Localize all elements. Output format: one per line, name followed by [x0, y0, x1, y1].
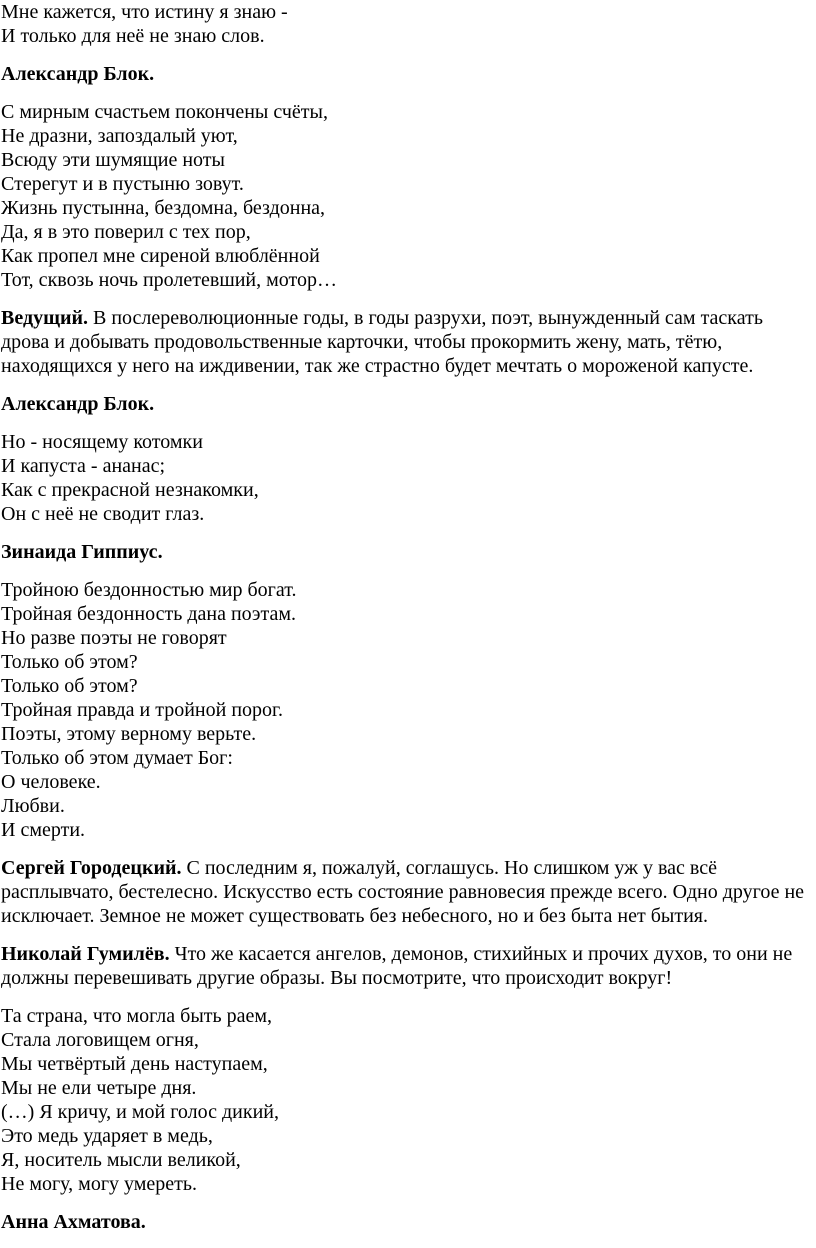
poem-line: Как с прекрасной незнакомки, [1, 479, 259, 501]
poem-line: Та страна, что могла быть раем, [1, 1005, 273, 1027]
poem-line: Всюду эти шумящие ноты [1, 149, 225, 171]
poem-stanza [1, 430, 812, 526]
poem-line: Только об этом думает Бог: [1, 747, 233, 769]
poem-line: Тройною бездонностью мир богат. [1, 579, 297, 601]
poem-line: (…) Я кричу, и мой голос дикий, [1, 1101, 279, 1123]
poem-line: И смерти. [1, 819, 86, 841]
speaker-name: Ведущий. [1, 307, 89, 329]
dialogue-paragraph [1, 856, 812, 928]
poem-line: Стала логовищем огня, [1, 1029, 199, 1051]
poem-line: Любви. [1, 795, 65, 817]
poem-line: Не дразни, запоздалый уют, [1, 125, 238, 147]
poem-line: Мы четвёртый день наступаем, [1, 1053, 268, 1075]
poem-line: И капуста - ананас; [1, 455, 166, 477]
poem-line: С мирным счастьем покончены счёты, [1, 101, 328, 123]
poem-line: Он с неё не сводит глаз. [1, 503, 205, 525]
poem-line: Но разве поэты не говорят [1, 627, 227, 649]
poem-line: Я, носитель мысли великой, [1, 1149, 241, 1171]
poem-line: Мне кажется, что истину я знаю - [1, 1, 288, 23]
poem-line: Тройная бездонность дана поэтам. [1, 603, 297, 625]
poem-line: Да, я в это поверил с тех пор, [1, 221, 251, 243]
speaker-name: Александр Блок. [1, 63, 155, 85]
poem-stanza [1, 1004, 812, 1196]
poem-line: Но - носящему котомки [1, 431, 203, 453]
speaker-name: Александр Блок. [1, 393, 155, 415]
speaker-name: Сергей Городецкий. [1, 857, 182, 879]
poem-line: Только об этом? [1, 651, 138, 673]
dialogue-paragraph [1, 942, 812, 990]
poem-line: Жизнь пустынна, бездомна, бездонна, [1, 197, 326, 219]
speaker-name: Зинаида Гиппиус. [1, 541, 163, 563]
poem-line: О человеке. [1, 771, 101, 793]
poem-line: Как пропел мне сиреной влюблённой [1, 245, 320, 267]
poem-stanza [1, 0, 812, 48]
poem-line: Поэты, этому верному верьте. [1, 723, 257, 745]
speaker-name: Николай Гумилёв. [1, 943, 170, 965]
poem-line: Не могу, могу умереть. [1, 1173, 198, 1195]
poem-line: Стерегут и в пустыню зовут. [1, 173, 244, 195]
poem-line: Тот, сквозь ночь пролетевший, мотор… [1, 269, 338, 291]
dialogue-text: В послереволюционные годы, в годы разрухи, поэт, вынужденный сам таскать дрова и добывать продовольственные карточки, чтобы прокормить жену, мать, тётю, находящихся у него на иждивении, так же страстно будет мечтать о мороженой капусте. [1, 307, 763, 377]
poem-line: И только для неё не знаю слов. [1, 25, 265, 47]
dialogue-text: С последним я, пожалуй, соглашусь. Но слишком уж у вас всё расплывчато, бестелесно. Искусство есть состояние равновесия прежде всего. Одно другое не исключает. Земное не может существовать без небесного, но и без быта нет бытия. [1, 857, 805, 927]
poem-line: Только об этом? [1, 675, 138, 697]
speaker-name: Анна Ахматова. [1, 1211, 146, 1233]
dialogue-text: Что же касается ангелов, демонов, стихийных и прочих духов, то они не должны перевешивать другие образы. Вы посмотрите, что происходит вокруг! [1, 943, 793, 989]
dialogue-paragraph [1, 306, 812, 378]
poem-line: Это медь ударяет в медь, [1, 1125, 213, 1147]
poem-line: Мы не ели четыре дня. [1, 1077, 197, 1099]
poem-stanza [1, 578, 812, 842]
poem-stanza [1, 100, 812, 292]
poem-line: Тройная правда и тройной порог. [1, 699, 283, 721]
